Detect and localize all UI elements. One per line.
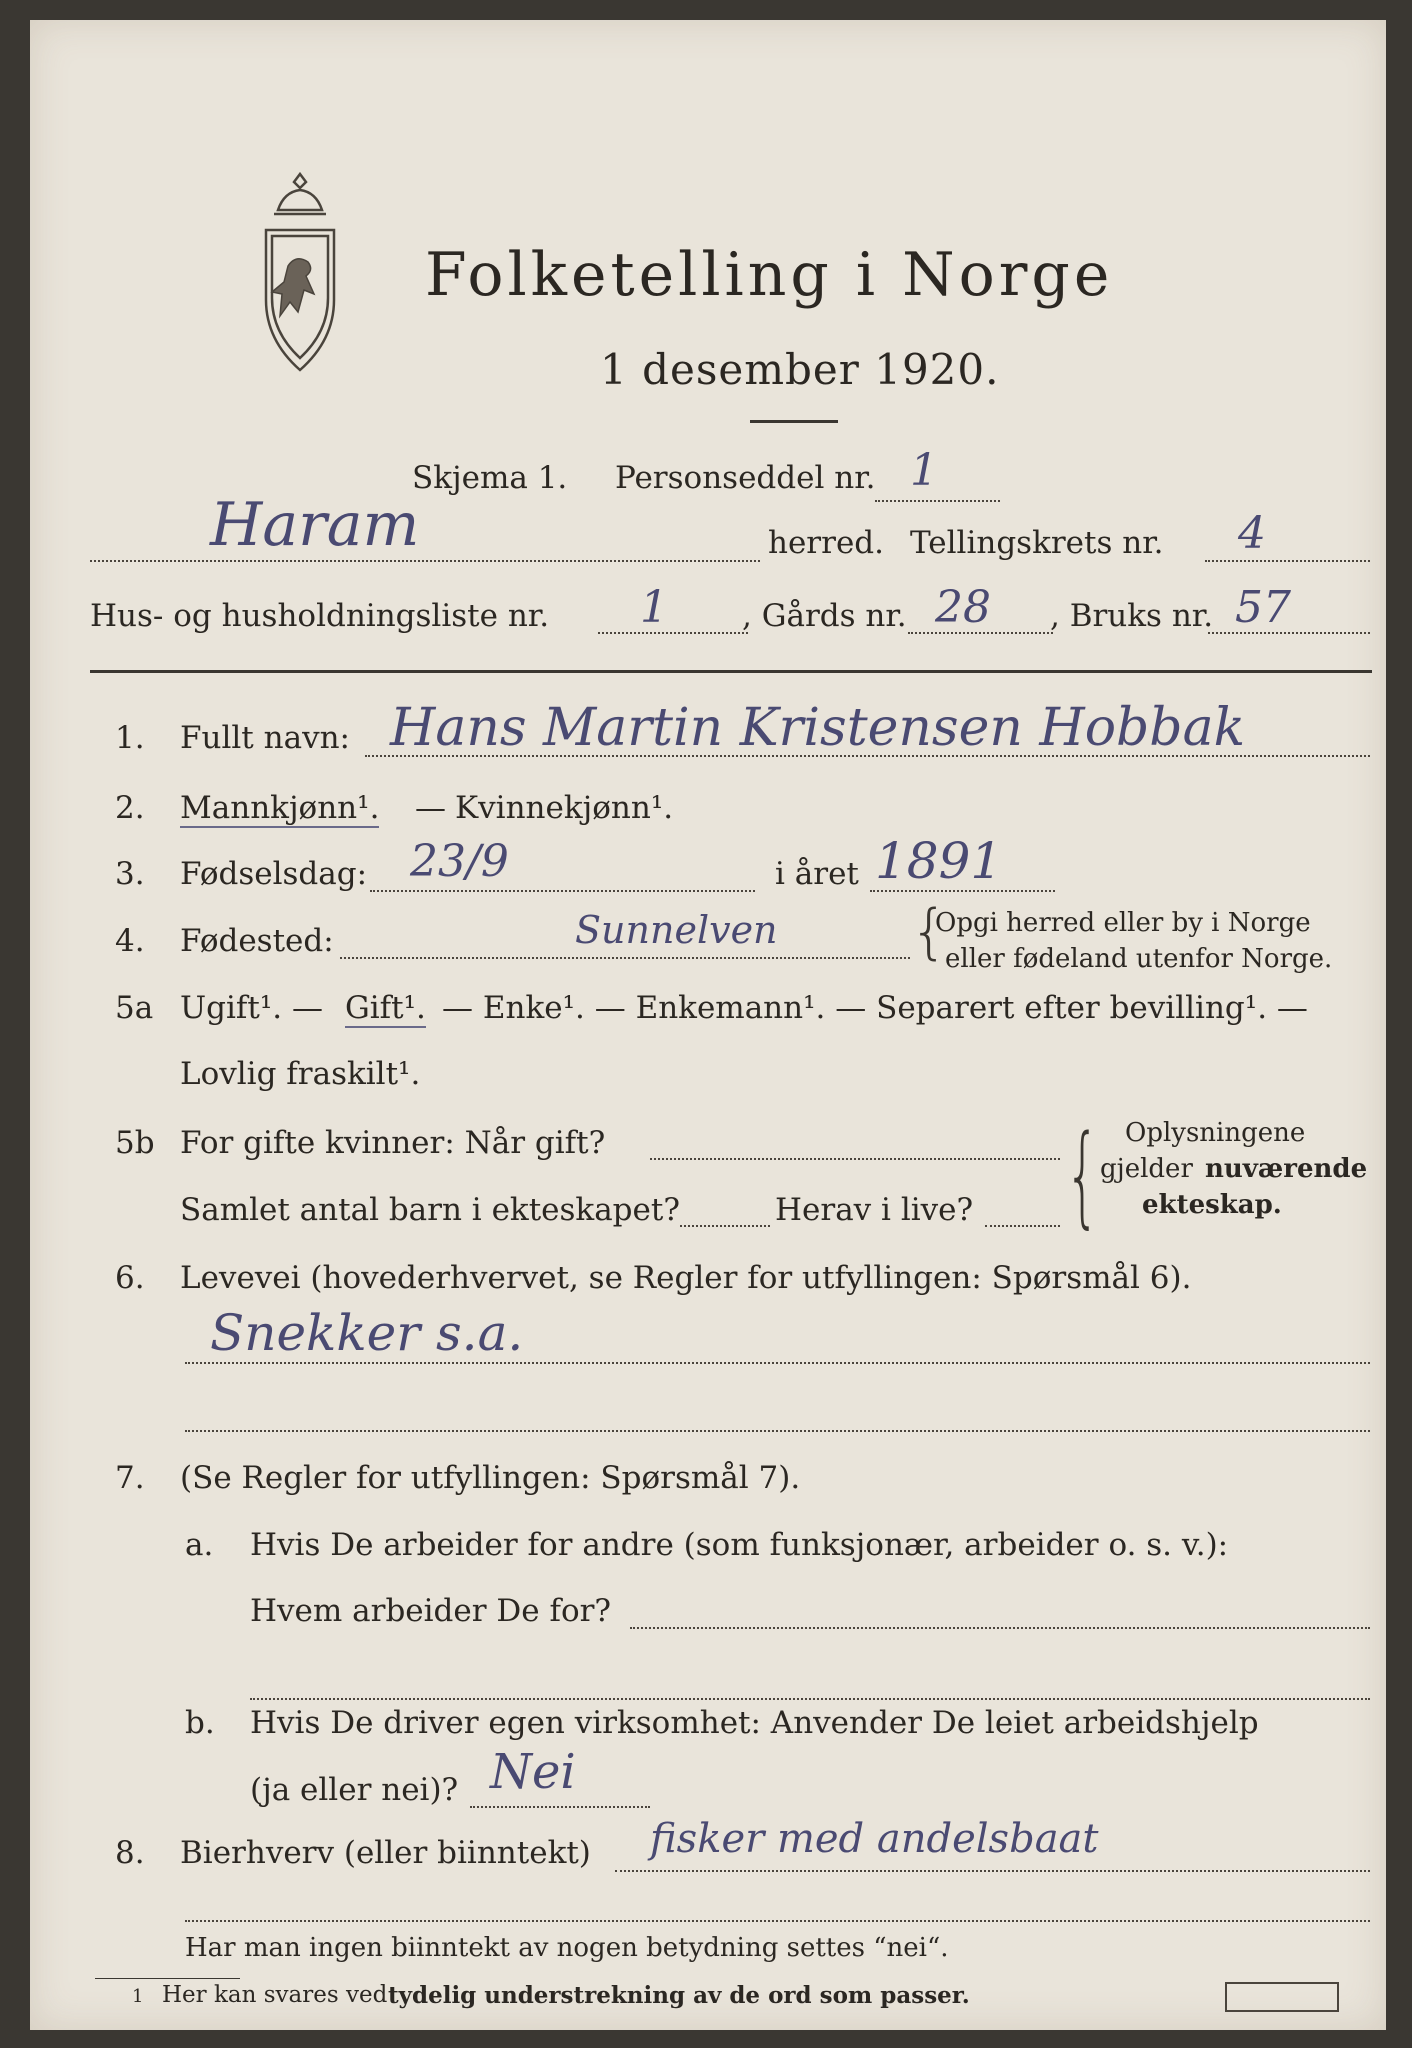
q3-number: 3. — [115, 856, 145, 892]
q7a-number: a. — [185, 1527, 214, 1563]
marital-options-rest[interactable]: — Enke¹. — Enkemann¹. — Separert efter bevilling¹. — — [442, 990, 1308, 1026]
unmarried-option[interactable]: Ugift¹. — — [180, 990, 323, 1026]
form-title: Folketelling i Norge — [425, 240, 1114, 310]
birthday-line — [370, 890, 755, 892]
tellingskrets-value[interactable]: 4 — [1238, 508, 1266, 559]
q5b-note-3: ekteskap. — [1142, 1190, 1282, 1220]
q4-note-2: eller fødeland utenfor Norge. — [945, 944, 1333, 974]
occupation-line-2 — [185, 1430, 1370, 1432]
q7b-line-2: (ja eller nei)? — [250, 1772, 459, 1808]
divorced-option[interactable]: Lovlig fraskilt¹. — [180, 1056, 421, 1092]
male-option[interactable]: Mannkjønn¹. — [180, 790, 380, 826]
side-income-note: Har man ingen biinntekt av nogen betydning settes “nei“. — [185, 1933, 949, 1963]
footnote-text-b: tydelig understrekning av de ord som passer. — [388, 1982, 970, 2009]
tellingskrets-label: Tellingskrets nr. — [910, 525, 1164, 561]
herred-label: herred. — [768, 525, 884, 561]
q3-year-label: i året — [775, 856, 859, 892]
husliste-value[interactable]: 1 — [640, 582, 668, 633]
header-divider — [90, 670, 1372, 673]
coat-of-arms-icon — [250, 170, 350, 385]
herred-value[interactable]: Haram — [210, 490, 420, 560]
q5b-note-2a: gjelder — [1100, 1154, 1193, 1184]
children-line — [680, 1225, 770, 1227]
occupation-value[interactable]: Snekker s.a. — [210, 1304, 524, 1362]
birthplace-line — [340, 957, 910, 959]
census-form-page — [30, 20, 1386, 2030]
q5b-note-1: Oplysningene — [1125, 1118, 1306, 1148]
tellingskrets-line — [1205, 560, 1370, 562]
hired-help-value[interactable]: Nei — [490, 1744, 576, 1800]
side-income-line-2 — [185, 1920, 1370, 1922]
q8-label: Bierhverv (eller biinntekt) — [180, 1835, 591, 1871]
q4-note-1: Opgi herred eller by i Norge — [935, 908, 1311, 938]
q7-number: 7. — [115, 1460, 145, 1496]
q3-label: Fødselsdag: — [180, 856, 368, 892]
q4-brace: { — [910, 897, 949, 967]
q8-number: 8. — [115, 1835, 145, 1871]
personseddel-label: Personseddel nr. — [615, 460, 876, 496]
gards-label: , Gårds nr. — [742, 598, 907, 634]
occupation-line-1 — [185, 1362, 1370, 1364]
herred-line — [90, 560, 760, 562]
footnote-text-a: Her kan svares ved — [162, 1982, 388, 2008]
birth-year-line — [870, 890, 1055, 892]
q5b-brace: { — [1065, 1111, 1100, 1239]
q5b-alive-label: Herav i live? — [775, 1192, 974, 1228]
q7-label: (Se Regler for utfyllingen: Spørsmål 7). — [180, 1460, 801, 1496]
q5b-children-label: Samlet antal barn i ekteskapet? — [180, 1192, 680, 1228]
census-date: 1 desember 1920. — [600, 345, 1000, 394]
husliste-label: Hus- og husholdningsliste nr. — [90, 598, 550, 634]
bruks-value[interactable]: 57 — [1235, 582, 1291, 633]
footnote-number: 1 — [132, 1986, 144, 2007]
q5a-number: 5a — [115, 990, 154, 1026]
q1-number: 1. — [115, 720, 145, 756]
birthday-value[interactable]: 23/9 — [410, 836, 509, 887]
when-married-line — [650, 1158, 1060, 1160]
husliste-line — [598, 632, 748, 634]
footnote-divider — [95, 1978, 240, 1979]
gards-value[interactable]: 28 — [935, 582, 991, 633]
q5b-note-2b: nuværende — [1205, 1154, 1368, 1184]
full-name-value[interactable]: Hans Martin Kristensen Hobbak — [390, 698, 1246, 758]
alive-line — [985, 1225, 1060, 1227]
q7b-line-1: Hvis De driver egen virksomhet: Anvender De leiet arbeidshjelp — [250, 1705, 1259, 1741]
q6-label: Levevei (hovederhvervet, se Regler for utfyllingen: Spørsmål 6). — [180, 1260, 1192, 1296]
female-option[interactable]: Kvinnekjønn¹. — [455, 790, 674, 826]
q6-number: 6. — [115, 1260, 145, 1296]
bruks-label: , Bruks nr. — [1050, 598, 1214, 634]
printer-stamp — [1225, 1982, 1339, 2012]
q1-label: Fullt navn: — [180, 720, 350, 756]
personseddel-line — [875, 500, 1000, 502]
q2-separator: — — [415, 790, 446, 826]
q4-number: 4. — [115, 923, 145, 959]
q7a-line-2: Hvem arbeider De for? — [250, 1593, 612, 1629]
employer-line-2 — [250, 1698, 1370, 1700]
personseddel-value[interactable]: 1 — [910, 445, 938, 496]
birthplace-value[interactable]: Sunnelven — [575, 908, 778, 952]
q2-number: 2. — [115, 790, 145, 826]
birth-year-value[interactable]: 1891 — [875, 832, 1003, 890]
q7a-line-1: Hvis De arbeider for andre (som funksjonær, arbeider o. s. v.): — [250, 1527, 1229, 1563]
side-income-line — [615, 1870, 1370, 1872]
married-option[interactable]: Gift¹. — [345, 990, 426, 1026]
q5b-when-married-label: For gifte kvinner: Når gift? — [180, 1125, 606, 1161]
q7b-number: b. — [185, 1705, 215, 1741]
q5b-number: 5b — [115, 1125, 155, 1161]
q4-label: Fødested: — [180, 923, 334, 959]
hired-help-line — [470, 1806, 650, 1808]
schema-label: Skjema 1. — [412, 460, 568, 496]
side-income-value[interactable]: fisker med andelsbaat — [650, 1816, 1099, 1862]
employer-line-1 — [630, 1627, 1370, 1629]
title-divider — [750, 420, 838, 423]
